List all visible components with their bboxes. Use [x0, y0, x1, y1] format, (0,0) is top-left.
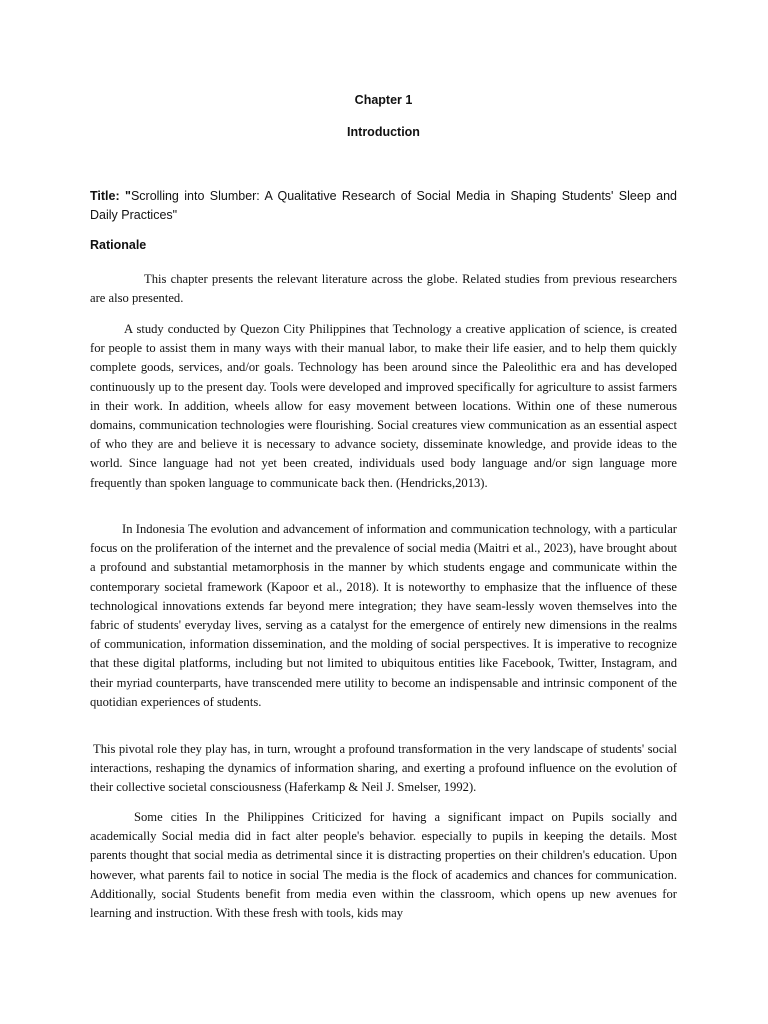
paragraph-5: Some cities In the Philippines Criticized for having a significant impact on Pupils socially and academically Social media did in fact alter people's behavior. especially to pupils in keeping the details. Most parents thought that social media as detrimental since it is distracting properties on their children's education. Upon however, what parents fail to notice in social The media is the flock of academics and chances for communication. Additionally, social Students benefit from media even within the classroom, which opens up new avenues for learning and instruction. With these fresh with tools, kids may	[90, 810, 677, 921]
paragraph-4: This pivotal role they play has, in turn, wrought a profound transformation in the very landscape of students' social interactions, reshaping the dynamics of information sharing, and exerting a profound influence on the evolution of their collective societal consciousness (Haferkamp & Neil J. Smelser, 1992).	[90, 742, 677, 795]
paragraph-2: A study conducted by Quezon City Philippines that Technology a creative application of science, is created for people to assist them in many ways with their manual labor, to make their life easier, and to help them quickly complete goods, services, and/or goals. Technology has been around since the Paleolithic era and has developed continuously up to the present day. Tools were developed and improved specifically for agriculture to assist farmers in their work. In addition, wheels allow for easy movement between locations. Within one of these numerous domains, communication technologies were flourishing. Social creatures view communication as an essential aspect of who they are and believe it is necessary to advance society, disseminate knowledge, and provide ideas to the world. Since language had not yet been created, individuals used body language and/or sign language more frequently than spoken language to communicate back then. (Hendricks,2013).	[90, 322, 677, 490]
paragraph-1: This chapter presents the relevant literature across the globe. Related studies from previous researchers are also presented.	[90, 272, 677, 306]
rationale-heading: Rationale	[90, 238, 147, 252]
chapter-heading: Chapter 1	[354, 93, 413, 107]
title-text: Scrolling into Slumber: A Qualitative Research of Social Media in Shaping Students' Sleep and Daily Practices"	[90, 189, 677, 222]
paragraph-3: In Indonesia The evolution and advancement of information and communication technology, with a particular focus on the proliferation of the internet and the prevalence of social media (Maitri et al., 2023), have brought about a profound and substantial metamorphosis in the manner by which students engage and communicate within the contemporary societal framework (Kapoor et al., 2018). It is noteworthy to emphasize that the influence of these technological innovations extends far beyond mere integration; they have seam-lessly woven themselves into the fabric of students' everyday lives, serving as a catalyst for the emergence of entirely new dimensions in the realms of communication, information dissemination, and the molding of social perspectives. It is imperative to recognize that these digital platforms, including but not limited to ubiquitous entities like Facebook, Twitter, Instagram, and their myriad counterparts, have transcended mere utility to become an indispensable and intrinsic component of the quotidian experiences of students.	[90, 522, 677, 709]
title-block	[90, 187, 677, 225]
section-heading: Introduction	[347, 125, 420, 139]
title-label: Title: "	[90, 189, 131, 203]
